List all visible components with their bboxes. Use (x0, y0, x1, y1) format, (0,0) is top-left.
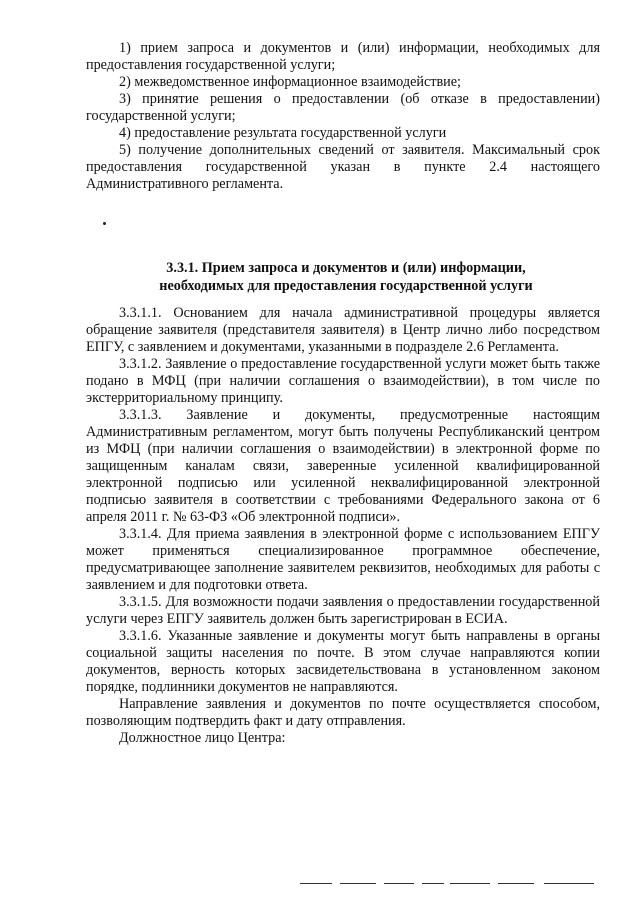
paragraph: 3.3.1.1. Основанием для начала административной процедуры является обращение заявителя (представителя заявителя) в Центр лично либо посредством ЕПГУ, с заявлением и документами, указанными в подразделе 2.6 Регламента. (86, 305, 600, 355)
paragraph: Должностное лицо Центра: (119, 730, 286, 746)
section-body (86, 305, 600, 747)
list-item: 5) получение дополнительных сведений от заявителя. Максимальный срок предоставления государственной указан в пункте 2.4 настоящего Административного регламента. (86, 142, 600, 192)
paragraph: 3.3.1.4. Для приема заявления в электронной форме с использованием ЕПГУ может применяться специализированное программное обеспечение, предусматривающее заполнение заявителем реквизитов, необходимых для работы с заявлением и для подготовки ответа. (86, 526, 600, 593)
paragraph: 3.3.1.6. Указанные заявление и документы могут быть направлены в органы социальной защиты населения по почте. В этом случае направляются копии документов, верность которых засвидетельствована в установленном законом порядке, подлинники документов не направляются. (86, 628, 600, 695)
list-item: 2) межведомственное информационное взаимодействие; (119, 74, 461, 90)
section-heading-line-1: 3.3.1. Прием запроса и документов и (или) информации, (166, 260, 526, 276)
list-item: 1) прием запроса и документов и (или) информации, необходимых для предоставления государственной услуги; (86, 40, 600, 73)
list-item: 4) предоставление результата государственной услуги (119, 125, 447, 141)
paragraph: Направление заявления и документов по почте осуществляется способом, позволяющим подтвердить факт и дату отправления. (86, 696, 600, 729)
footer-scan-lines (300, 883, 620, 887)
paragraph: 3.3.1.2. Заявление о предоставление государственной услуги может быть также подано в МФЦ (при наличии соглашения о взаимодействии), в том числе по экстерриториальному принципу. (86, 356, 600, 406)
paragraph: 3.3.1.5. Для возможности подачи заявления о предоставлении государственной услуги через ЕПГУ заявитель должен быть зарегистрирован в ЕСИА. (86, 594, 600, 627)
section-heading (96, 259, 596, 295)
list-item: 3) принятие решения о предоставлении (об отказе в предоставлении) государственной услуги; (86, 91, 600, 124)
stray-mark (103, 222, 106, 225)
section-heading-line-2: необходимых для предоставления государственной услуги (159, 278, 533, 294)
paragraph: 3.3.1.3. Заявление и документы, предусмотренные настоящим Административным регламентом, могут быть получены Республиканский центром из МФЦ (при наличии соглашения о взаимодействии) в электронной форме по защищенным каналам связи, заверенные усиленной квалифицированной электронной подписью или усиленной неквалифицированной электронной подписью заявителя в соответствии с требованиями Федерального закона от 6 апреля 2011 г. № 63-ФЗ «Об электронной подписи». (86, 407, 600, 525)
procedure-list (86, 40, 600, 193)
